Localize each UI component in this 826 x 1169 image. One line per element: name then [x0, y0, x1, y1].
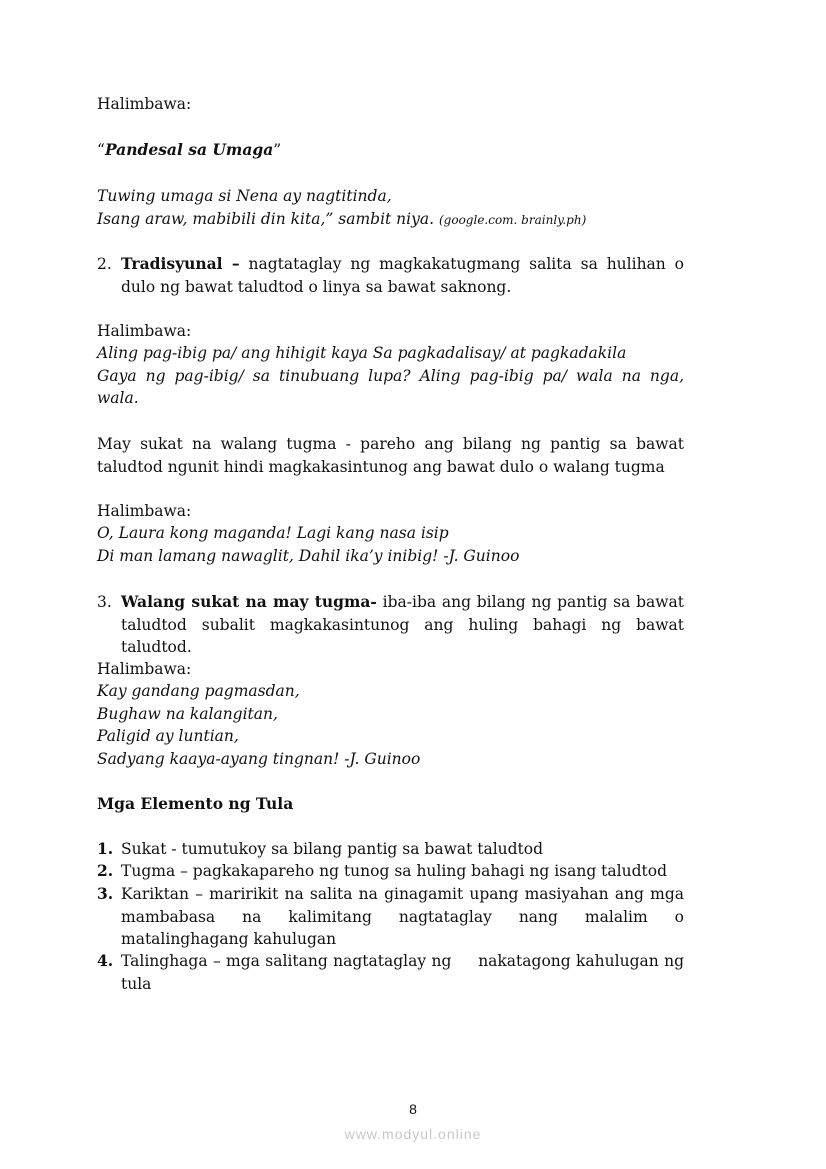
list-item: Sukat - tumutukoy sa bilang pantig sa bawat taludtod	[121, 840, 544, 858]
example-line: Di man lamang nawaglit, Dahil ika’y inibig! -J. Guinoo	[97, 546, 520, 565]
term: Walang sukat na may tugma-	[121, 592, 377, 611]
list-number: 1.	[97, 839, 114, 858]
term: Tradisyunal –	[121, 254, 240, 273]
list-number: 2.	[97, 861, 114, 880]
list-number: 2.	[97, 255, 112, 273]
example-line: Sadyang kaaya-ayang tingnan! -J. Guinoo	[97, 749, 421, 768]
example-text	[97, 342, 684, 410]
poem1-lines	[97, 185, 684, 231]
example-text	[97, 522, 684, 567]
list-item: Talinghaga – mga salitang nagtataglay ng nakatagong kahulugan ng tula	[121, 952, 689, 993]
list-number: 3.	[97, 884, 114, 903]
poem1-line: Tuwing umaga si Nena ay nagtitinda,	[97, 187, 392, 205]
list-item: Kariktan – maririkit na salita na ginagamit upang masiyahan ang mga mambabasa na kalimitang nagtataglay nang malalim o matalinghagang kahulugan	[121, 885, 684, 948]
poem-title-text: Pandesal sa Umaga	[104, 140, 274, 159]
poem1-line-text: Isang araw, mabibili din kita,” sambit niya.	[97, 209, 435, 228]
page-number: 8	[409, 1101, 417, 1117]
section-heading: Mga Elemento ng Tula	[97, 794, 294, 813]
example-text	[97, 680, 684, 770]
example-line: O, Laura kong maganda! Lagi kang nasa isip	[97, 524, 449, 542]
source-citation: (google.com. brainly.ph)	[438, 212, 587, 227]
poem-title	[97, 139, 684, 162]
example-label: Halimbawa:	[97, 95, 192, 113]
example-line: Kay gandang pagmasdan,	[97, 682, 300, 700]
list-item-tradisyunal	[121, 253, 684, 298]
example-line: Gaya ng pag-ibig/ sa tinubuang lupa? Aling pag-ibig pa/ wala na nga, wala.	[97, 366, 684, 407]
list-number: 4.	[97, 951, 114, 970]
example-line: Paligid ay luntian,	[97, 727, 239, 745]
open-quote: “	[97, 141, 105, 159]
example-line: Bughaw na kalangitan,	[97, 704, 278, 723]
example-label: Halimbawa:	[97, 322, 192, 340]
poem1-line	[97, 208, 684, 232]
example-label: Halimbawa:	[97, 660, 192, 678]
example-line: Aling pag-ibig pa/ ang hihigit kaya Sa pagkadalisay/ at pagkadakila	[97, 344, 627, 362]
close-quote: ”	[273, 141, 282, 159]
watermark: www.modyul.online	[344, 1126, 482, 1142]
list-item: Tugma – pagkakapareho ng tunog sa huling bahagi ng isang taludtod	[121, 862, 667, 880]
list-item-walang-sukat	[121, 591, 684, 659]
term-description: nagtataglay ng magkakatugmang salita sa hulihan o dulo ng bawat taludtod o linya sa bawat saknong.	[121, 255, 684, 296]
paragraph-sukat: May sukat na walang tugma - pareho ang bilang ng pantig sa bawat taludtod ngunit hindi magkakasintunog ang bawat dulo o walang tugma	[97, 435, 684, 476]
example-label: Halimbawa:	[97, 502, 192, 520]
list-number: 3.	[97, 593, 112, 611]
term-description: iba-iba ang bilang ng pantig sa bawat taludtod subalit magkakasintunog ang huling bahagi ng bawat taludtod.	[121, 593, 684, 656]
